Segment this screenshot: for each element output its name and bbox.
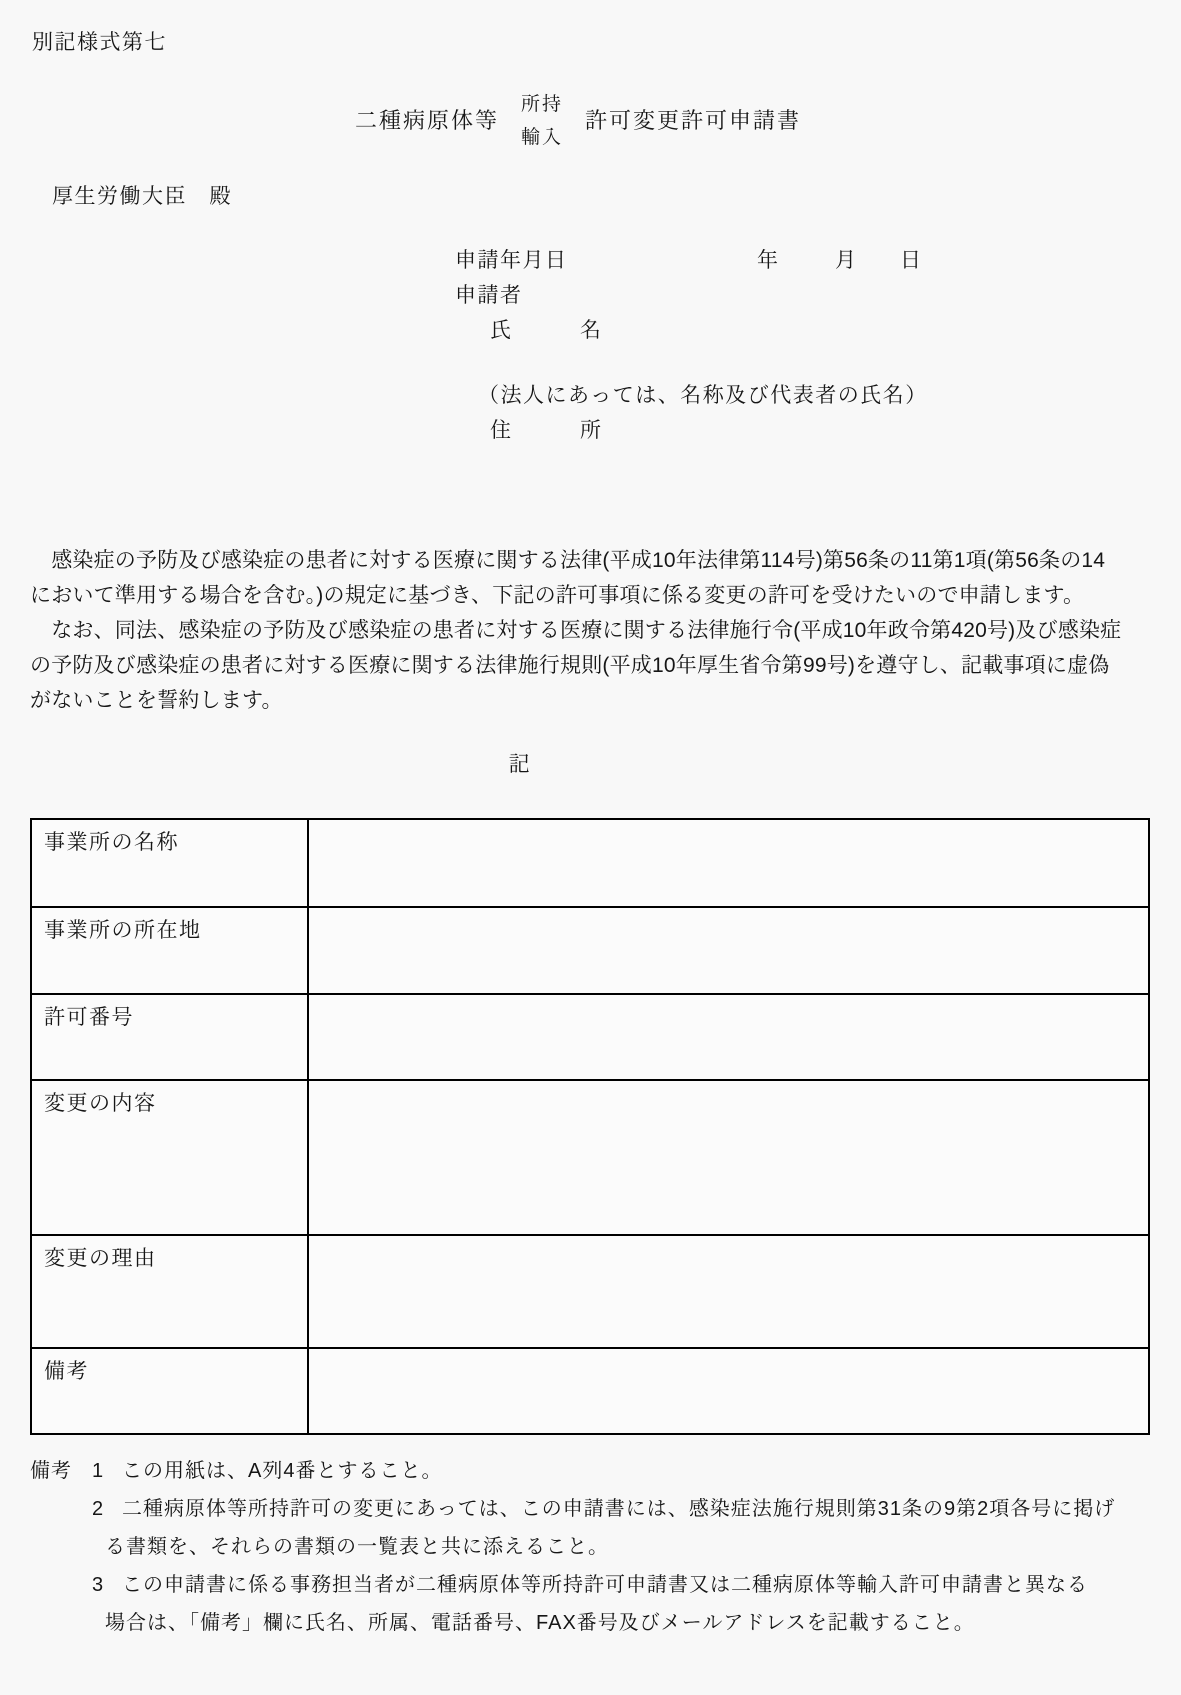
date-unit-month: 月 bbox=[835, 249, 858, 272]
declaration-line: がないことを誓約します。 bbox=[30, 689, 283, 712]
permit-number-input-cell[interactable] bbox=[309, 995, 1148, 1079]
table-row-office-address bbox=[32, 906, 1148, 993]
remarks-input-cell[interactable] bbox=[309, 1349, 1148, 1433]
form-title bbox=[355, 88, 801, 154]
declaration-line: の予防及び感染症の患者に対する医療に関する法律施行規則(平成10年厚生省令第99号)を遵守し、記載事項に虚偽 bbox=[30, 654, 1110, 677]
office-address-input-cell[interactable] bbox=[309, 908, 1148, 993]
footnote-text: 二種病原体等所持許可の変更にあっては、この申請書には、感染症法施行規則第31条の9第2項各号に掲げ bbox=[122, 1498, 1116, 1520]
footnote-number: 2 bbox=[92, 1498, 105, 1520]
change-content-input-cell[interactable] bbox=[309, 1081, 1148, 1234]
row-label-cell: 変更の理由 bbox=[32, 1236, 309, 1347]
corporate-note: （法人にあっては、名称及び代表者の氏名） bbox=[478, 384, 928, 407]
change-reason-input-cell[interactable] bbox=[309, 1236, 1148, 1347]
table-row-office-name bbox=[32, 820, 1148, 906]
row-label-cell: 事業所の名称 bbox=[32, 820, 309, 906]
row-label-cell: 許可番号 bbox=[32, 995, 309, 1079]
footnote-text: る書類を、それらの書類の一覧表と共に添えること。 bbox=[105, 1536, 609, 1558]
form-title-suffix: 許可変更許可申請書 bbox=[585, 108, 802, 134]
declaration-line: において準用する場合を含む。)の規定に基づき、下記の許可事項に係る変更の許可を受けたいので申請します。 bbox=[30, 584, 1085, 607]
applicant-name-label: 氏 名 bbox=[490, 319, 603, 342]
row-label-cell: 事業所の所在地 bbox=[32, 908, 309, 993]
footnote-number: 1 bbox=[92, 1460, 105, 1482]
office-name-input-cell[interactable] bbox=[309, 820, 1148, 906]
footnote-2-continuation bbox=[30, 1528, 1170, 1566]
form-code: 別記様式第七 bbox=[32, 31, 167, 54]
declaration-line: 感染症の予防及び感染症の患者に対する医療に関する法律(平成10年法律第114号)第56条の11第1項(第56条の14 bbox=[30, 549, 1106, 572]
footnote-text: この申請書に係る事務担当者が二種病原体等所持許可申請書又は二種病原体等輸入許可申請書と異なる bbox=[122, 1574, 1088, 1596]
footnote-2 bbox=[30, 1490, 1170, 1528]
footnote-number: 3 bbox=[92, 1574, 105, 1596]
ki-heading: 記 bbox=[508, 753, 532, 776]
applicant-label: 申請者 bbox=[455, 284, 523, 307]
application-date-label: 申請年月日 bbox=[455, 249, 568, 272]
addressee: 厚生労働大臣 殿 bbox=[52, 185, 232, 208]
date-unit-day: 日 bbox=[900, 249, 923, 272]
footnotes-label: 備考 bbox=[30, 1460, 72, 1482]
footnotes bbox=[30, 1452, 1170, 1642]
row-label-cell: 変更の内容 bbox=[32, 1081, 309, 1234]
permit-items-table bbox=[30, 818, 1150, 1435]
table-row-change-content bbox=[32, 1079, 1148, 1234]
applicant-address-label: 住 所 bbox=[490, 419, 603, 442]
declaration-paragraph bbox=[30, 543, 1160, 718]
footnote-text: この用紙は、A列4番とすること。 bbox=[122, 1460, 443, 1482]
date-unit-year: 年 bbox=[757, 249, 780, 272]
table-row-change-reason bbox=[32, 1234, 1148, 1347]
footnote-text: 場合は、「備考」欄に氏名、所属、電話番号、FAX番号及びメールアドレスを記載すること。 bbox=[105, 1612, 975, 1634]
footnote-1 bbox=[30, 1452, 1170, 1490]
form-title-stacked-options bbox=[521, 88, 563, 154]
form-title-option-possession: 所持 bbox=[521, 94, 564, 115]
table-row-permit-number bbox=[32, 993, 1148, 1079]
row-label-cell: 備考 bbox=[32, 1349, 309, 1433]
footnote-3 bbox=[30, 1566, 1170, 1604]
form-title-option-import: 輸入 bbox=[521, 127, 564, 148]
footnote-3-continuation bbox=[30, 1604, 1170, 1642]
declaration-line: なお、同法、感染症の予防及び感染症の患者に対する医療に関する法律施行令(平成10年政令第420号)及び感染症 bbox=[30, 619, 1122, 642]
table-row-remarks bbox=[32, 1347, 1148, 1433]
form-title-prefix: 二種病原体等 bbox=[355, 108, 500, 134]
